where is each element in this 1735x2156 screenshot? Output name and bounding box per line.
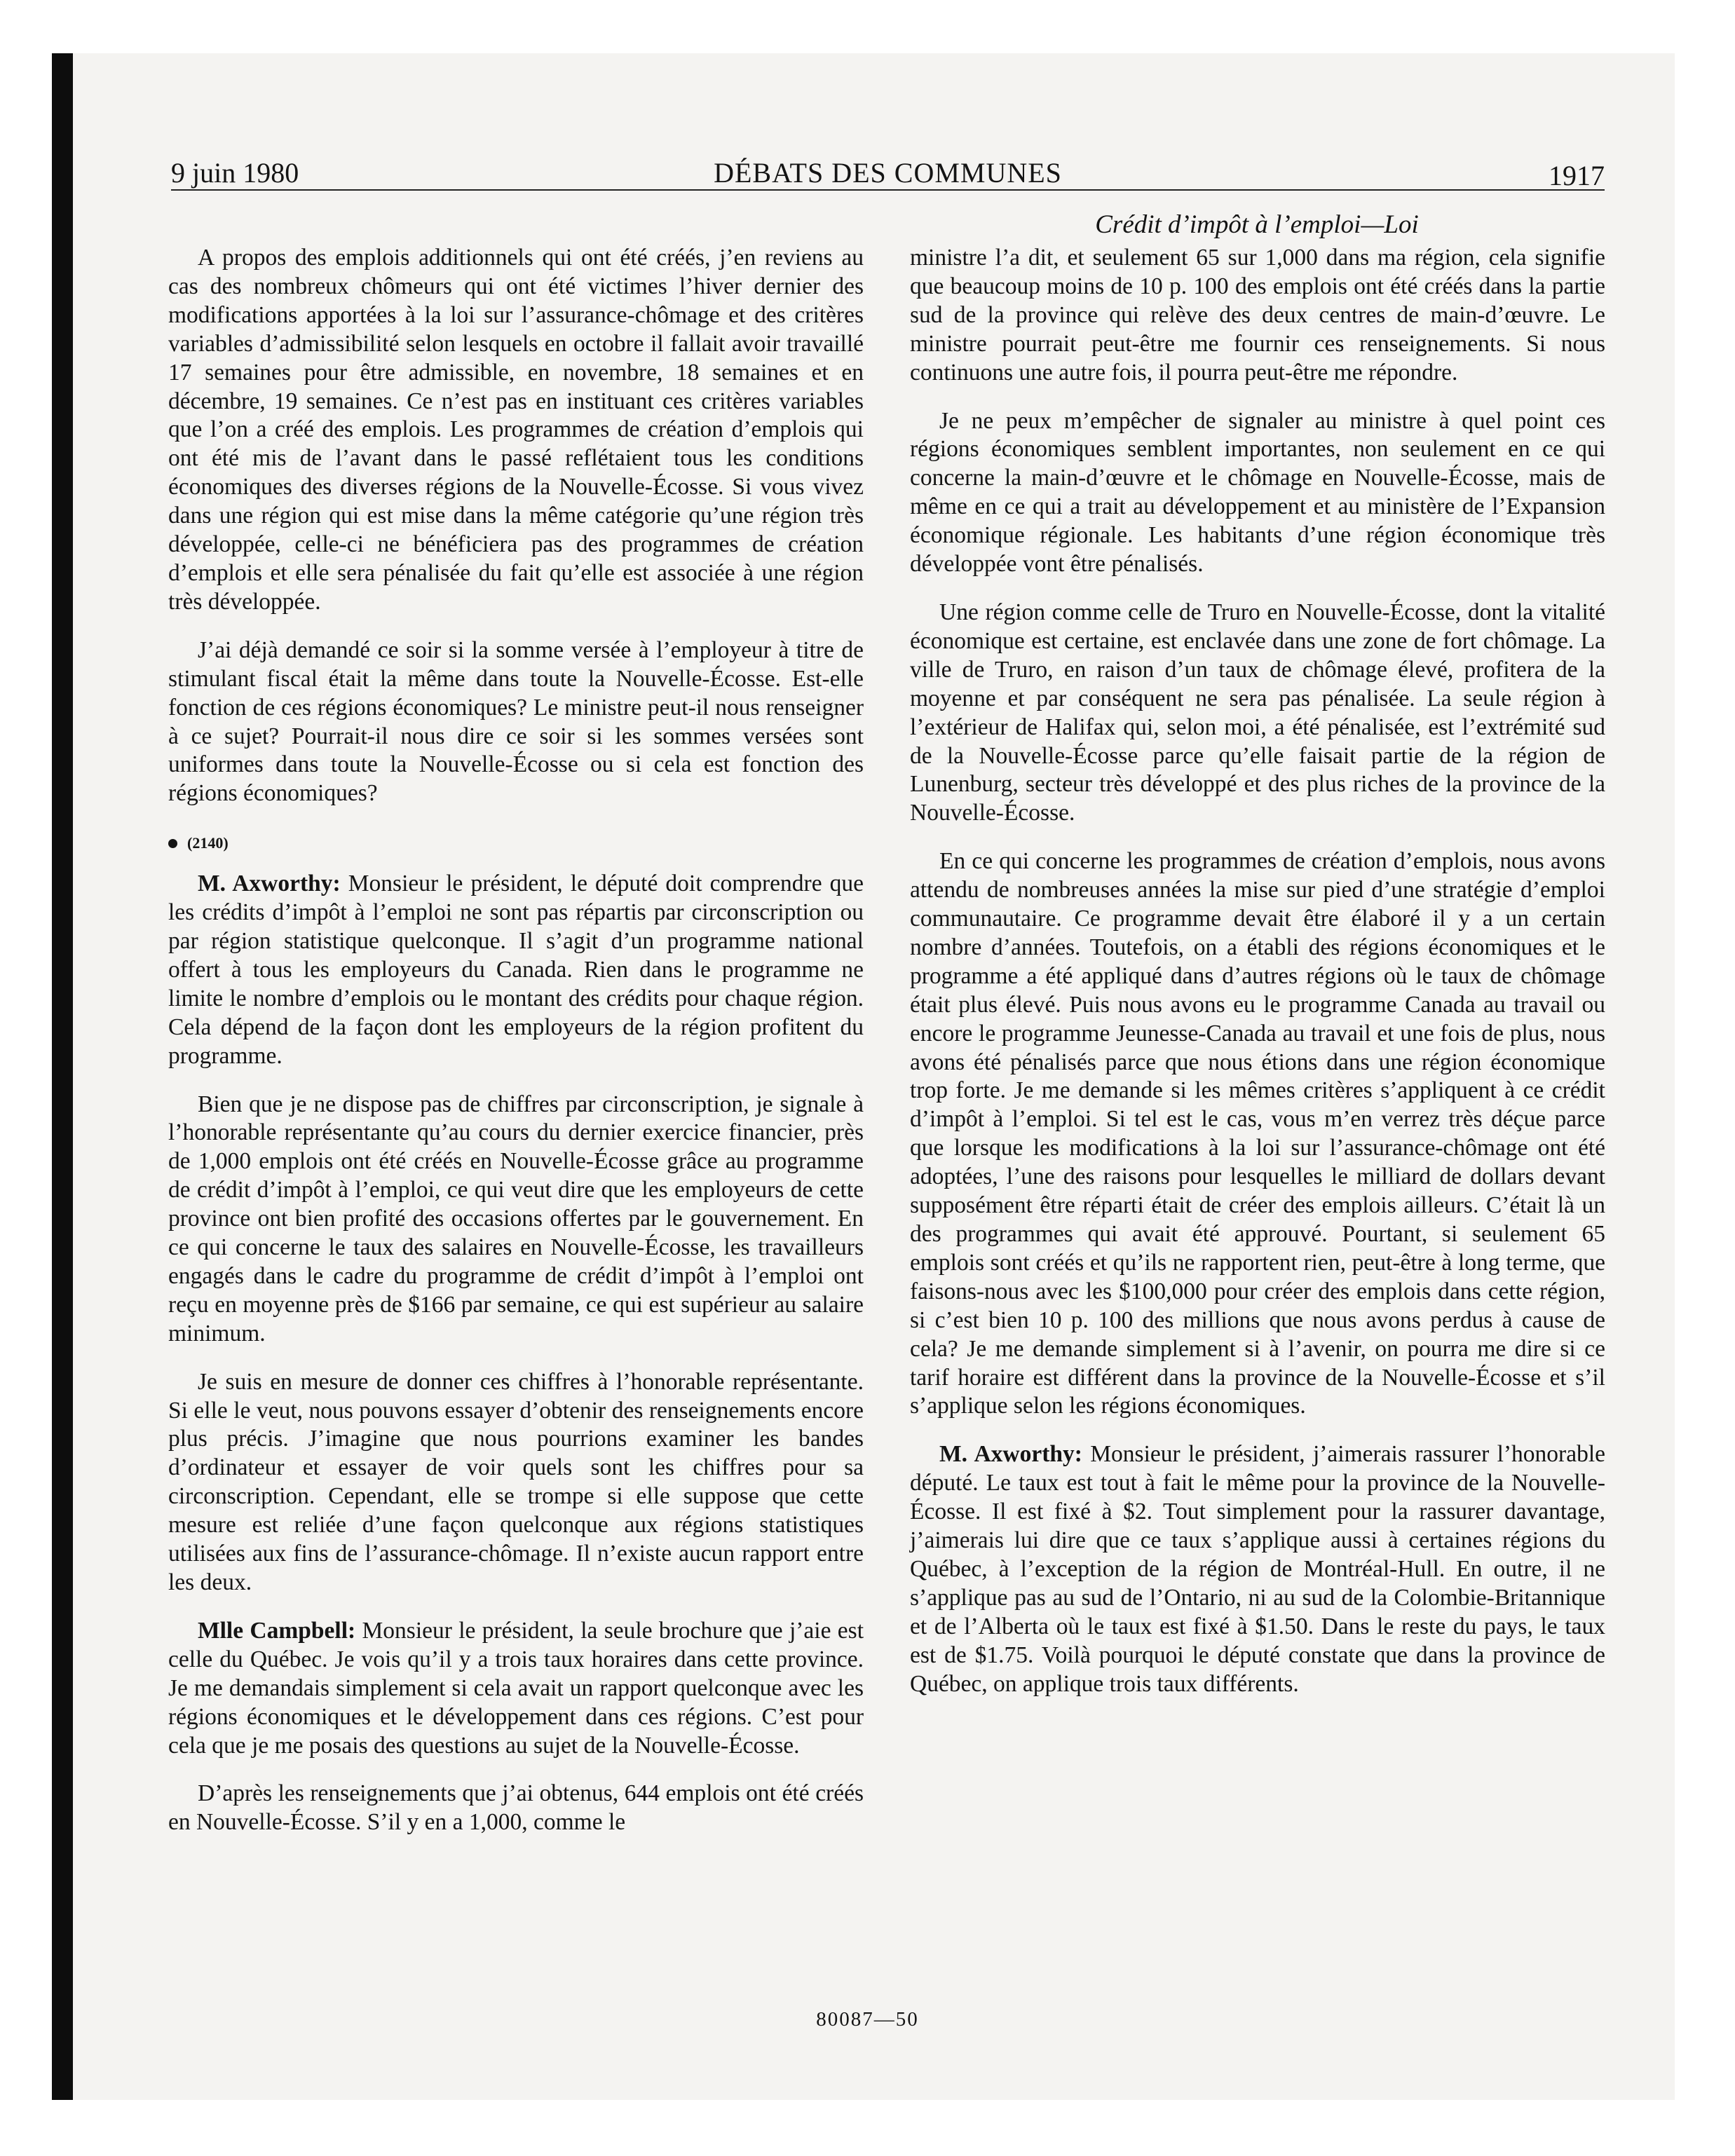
time-marker <box>168 828 864 857</box>
paragraph: Une région comme celle de Truro en Nouvelle-Écosse, dont la vitalité économique est certaine, est enclavée dans une zone de fort chômage. La ville de Truro, en raison d’un taux de chômage élevé, profitera de la moyenne et par conséquent ne sera pas pénalisée. La seule région à l’extérieur de Halifax qui, selon moi, a été pénalisée, est l’extrémité sud de la Nouvelle-Écosse parce qu’elle faisait partie de la région de Lunenburg, secteur très développé et des plus riches de la province de la Nouvelle-Écosse. <box>910 599 1605 826</box>
paragraph: Je suis en mesure de donner ces chiffres à l’honorable représentante. Si elle le veut, nous pouvons essayer d’obtenir des renseignements encore plus précis. J’imagine que nous pourrions examiner les bandes d’ordinateur et essayer de voir quels sont les chiffres pour sa circonscription. Cependant, elle se trompe si elle suppose que cette mesure est reliée d’une façon quelconque aux régions statistiques utilisées aux fins de l’assurance-chômage. Il n’existe aucun rapport entre les deux. <box>168 1368 864 1596</box>
scan-edge <box>52 53 73 2100</box>
paragraph: Je ne peux m’empêcher de signaler au ministre à quel point ces régions économiques semblent importantes, non seulement en ce qui concerne la main-d’œuvre et le chômage en Nouvelle-Écosse, mais de même en ce qui a trait au développement et au ministère de l’Expansion économique régionale. Les habitants d’une région économique très développée vont être pénalisés. <box>910 407 1605 578</box>
speaker-name: Mlle Campbell: <box>198 1617 356 1644</box>
left-column <box>168 244 864 1857</box>
speech-paragraph <box>168 870 864 1070</box>
paragraph-continued: ministre l’a dit, et seulement 65 sur 1,000 dans ma région, cela signifie que beaucoup moins de 10 p. 100 des emplois ont été créés dans la partie sud de la province qui relève des deux centres de main-d’œuvre. Le ministre pourrait peut-être me fournir ces renseignements. Si nous continuons une autre fois, il pourra peut-être me répondre. <box>910 245 1605 386</box>
right-column <box>910 244 1605 1719</box>
header-date: 9 juin 1980 <box>171 157 299 189</box>
speech-text: Monsieur le président, la seule brochure que j’aie est celle du Québec. Je vois qu’il y a trois taux horaires dans cette province. Je me demandais simplement si cela avait un rapport quelconque avec les régions économiques et le développement dans ces régions. C’est pour cela que je me posais des questions au sujet de la Nouvelle-Écosse. <box>168 1617 864 1759</box>
section-title: Crédit d’impôt à l’emploi—Loi <box>1095 210 1419 239</box>
speech-text: Monsieur le président, le député doit comprendre que les crédits d’impôt à l’emploi ne sont pas répartis par circonscription ou par région statistique quelconque. Il s’agit d’un programme national offert à tous les employeurs du Canada. Rien dans le programme ne limite le nombre d’emplois ou le montant des crédits pour chaque région. Cela dépend de la façon dont les employeurs de la région profitent du programme. <box>168 871 864 1069</box>
header-page-number: 1917 <box>1549 160 1605 191</box>
speech-paragraph <box>910 1440 1605 1698</box>
speaker-name: M. Axworthy: <box>939 1441 1082 1468</box>
paragraph: J’ai déjà demandé ce soir si la somme versée à l’employeur à titre de stimulant fiscal était la même dans toute la Nouvelle-Écosse. Est-elle fonction de ces régions économiques? Le ministre peut-il nous renseigner à ce sujet? Pourrait-il nous dire ce soir si les sommes versées sont uniformes dans toute la Nouvelle-Écosse ou si cela est fonction des régions économiques? <box>168 636 864 807</box>
header-rule <box>171 189 1605 191</box>
speaker-name: M. Axworthy: <box>198 871 341 897</box>
speech-paragraph <box>168 1617 864 1761</box>
speech-text: Monsieur le président, j’aimerais rassurer l’honorable député. Le taux est tout à fait le même pour la province de la Nouvelle-Écosse. Il est fixé à $2. Tout simplement pour la rassurer davantage, j’aimerais lui dire que ce taux s’applique aussi à certaines régions du Québec, à l’exception de la région de Montréal-Hull. En outre, il ne s’applique pas au sud de l’Ontario, ni au sud de la Colombie-Britannique et de l’Alberta où le taux est fixé à $1.50. Dans le reste du pays, le taux est de $1.75. Voilà pourquoi le député constate que dans la province de Québec, on applique trois taux différents. <box>910 1441 1605 1697</box>
running-head <box>171 156 1605 191</box>
paragraph: D’après les renseignements que j’ai obtenus, 644 emplois ont été créés en Nouvelle-Écosse. S’il y en a 1,000, comme le <box>168 1780 864 1836</box>
paragraph: Bien que je ne dispose pas de chiffres par circonscription, je signale à l’honorable représentante qu’au cours du dernier exercice financier, près de 1,000 emplois ont été créés en Nouvelle-Écosse grâce au programme de crédit d’impôt à l’emploi, ce qui veut dire que les employeurs de cette province ont bien profité des occasions offertes par le gouvernement. En ce qui concerne le taux des salaires en Nouvelle-Écosse, les travailleurs engagés dans le cadre du programme de crédit d’impôt à l’emploi ont reçu en moyenne près de $166 par semaine, ce qui est supérieur au salaire minimum. <box>168 1091 864 1346</box>
header-title: DÉBATS DES COMMUNES <box>714 157 1062 189</box>
time-code: (2140) <box>187 834 229 852</box>
footer-code: 80087—50 <box>816 2008 919 2031</box>
bullet-icon <box>168 839 177 848</box>
paragraph: En ce qui concerne les programmes de création d’emplois, nous avons attendu de nombreuses années la mise sur pied d’une stratégie d’emploi communautaire. Ce programme devait être élaboré il y a un certain nombre d’années. Toutefois, on a établi des régions économiques et le programme a été appliqué dans d’autres régions où le taux de chômage était plus élevé. Puis nous avons eu le programme Canada au travail ou encore le programme Jeunesse-Canada au travail et une fois de plus, nous avons été pénalisés parce que nous étions dans une région économique trop forte. Je me demande si les mêmes critères s’appliquent à ce crédit d’impôt à l’emploi. Si tel est le cas, vous m’en verrez très déçue parce que lorsque les modifications à la loi sur l’assurance-chômage ont été adoptées, l’une des raisons pour lesquelles le milliard de dollars devant supposément être réparti était de créer des emplois ailleurs. C’était là un des programmes qui avait été approuvé. Pourtant, si seulement 65 emplois sont créés et qu’ils ne rapportent rien, peut-être à long terme, que faisons-nous avec les $100,000 pour créer des emplois dans cette région, si c’est bien 10 p. 100 des millions que nous avons perdus à cause de cela? Je me demande simplement si à l’avenir, on pourra me dire si ce tarif horaire est différent dans la province de la Nouvelle-Écosse et s’il s’applique selon les régions économiques. <box>910 848 1605 1419</box>
paragraph: A propos des emplois additionnels qui ont été créés, j’en reviens au cas des nombreux chômeurs qui ont été victimes l’hiver dernier des modifications apportées à la loi sur l’assurance-chômage et des critères variables d’admissibilité selon lesquels en octobre il fallait avoir travaillé 17 semaines pour être admissible, en novembre, 18 semaines et en décembre, 19 semaines. Ce n’est pas en instituant ces critères variables que l’on a créé des emplois. Les programmes de création d’emplois qui ont été mis de l’avant dans le passé reflétaient tous les conditions économiques des diverses régions de la Nouvelle-Écosse. Si vous vivez dans une région qui est mise dans la même catégorie qu’une région très développée, celle-ci ne bénéficiera pas des programmes de création d’emplois et elle sera pénalisée du fait qu’elle est associée à une région très développée. <box>168 245 864 615</box>
